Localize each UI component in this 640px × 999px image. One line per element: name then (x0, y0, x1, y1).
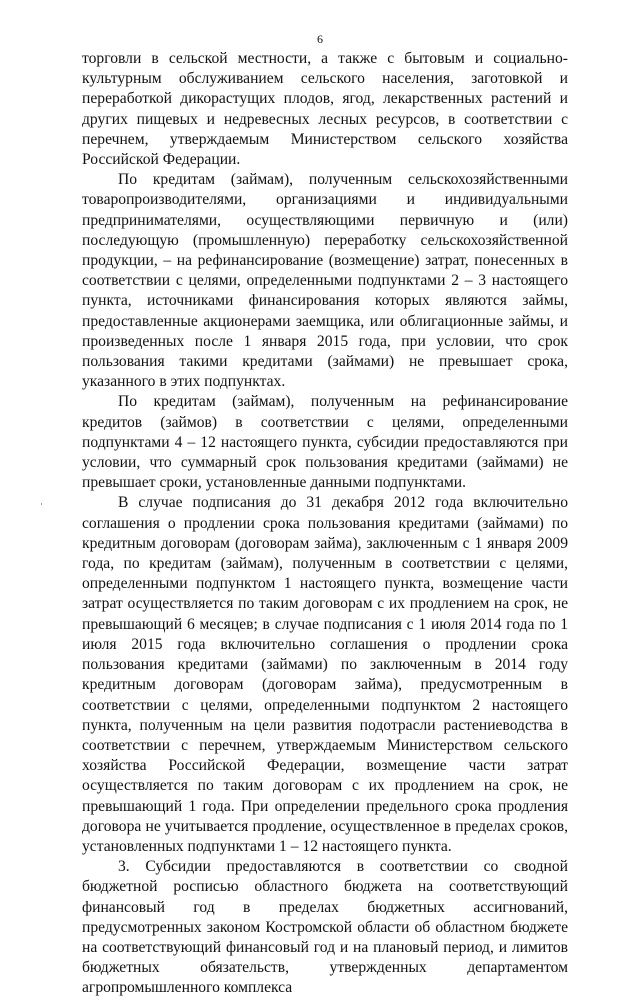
document-body (82, 49, 568, 999)
paragraph-extension-agreements: В случае подписания до 31 декабря 2012 года включительно соглашения о продлении срока пользования кредитами (займами) по кредитным договорам (договорам займа), заключенным с 1 января 2009 года, по кредитам (займам), полученным в соответствии с целями, определенными подпунктом 1 настоящего пункта, возмещение части затрат осуществляется по таким договорам с их продлением на срок, не превышающий 6 месяцев; в случае подписания с 1 июля 2014 года по 1 июля 2015 года включительно соглашения о продлении срока пользования кредитами (займами) по заключенным в 2014 году кредитным договорам (договорам займа), предусмотренным в соответствии с целями, определенными подпунктом 2 настоящего пункта, полученным на цели развития подотрасли растениеводства в соответствии с перечнем, утверждаемым Министерством сельского хозяйства Российской Федерации, возмещение части затрат осуществляется по таким договорам с их продлением на срок, не превышающий 1 года. При определении предельного срока продления договора не учитывается продление, осуществленное в пределах сроков, установленных подпунктами 1 – 12 настоящего пункта. (82, 494, 568, 855)
paragraph-section-3: 3. Субсидии предоставляются в соответствии со сводной бюджетной росписью областного бюджета на соответствующий финансовый год в пределах бюджетных ассигнований, предусмотренных законом Костромской области об областном бюджете на соответствующий финансовый год и на плановый период, и лимитов бюджетных обязательств, утвержденных департаментом агропромышленного комплекса (82, 858, 568, 997)
paragraph-refinancing-loans: По кредитам (займам), полученным на рефинансирование кредитов (займов) в соответствии с целями, определенными подпунктами 4 – 12 настоящего пункта, субсидии предоставляются при условии, что суммарный срок пользования кредитами (займами) не превышает сроки, установленные данными подпунктами. (82, 393, 568, 492)
paragraph-refinancing-investors: По кредитам (займам), полученным сельскохозяйственными товаропроизводителями, организациями и индивидуальными предпринимателями, осуществляющими первичную и (или) последующую (промышленную) переработку сельскохозяйственной продукции, – на рефинансирование (возмещение) затрат, понесенных в соответствии с целями, определенными подпунктами 2 – 3 настоящего пункта, источниками финансирования которых являются займы, предоставленные акционерами заемщика, или облигационные займы, и произведенных после 1 января 2015 года, при условии, что срок пользования такими кредитами (займами) не превышает срока, указанного в этих подпунктах. (82, 171, 568, 391)
paragraph-continuation: торговли в сельской местности, а также с бытовым и социально-культурным обслуживанием сельского населения, заготовкой и переработкой дикорастущих плодов, ягод, лекарственных растений и других пищевых и недревесных лесных ресурсов, в соответствии с перечнем, утверждаемым Министерством сельского хозяйства Российской Федерации. (82, 50, 568, 169)
scan-margin-mark (41, 503, 42, 505)
page-number: 6 (317, 32, 323, 46)
